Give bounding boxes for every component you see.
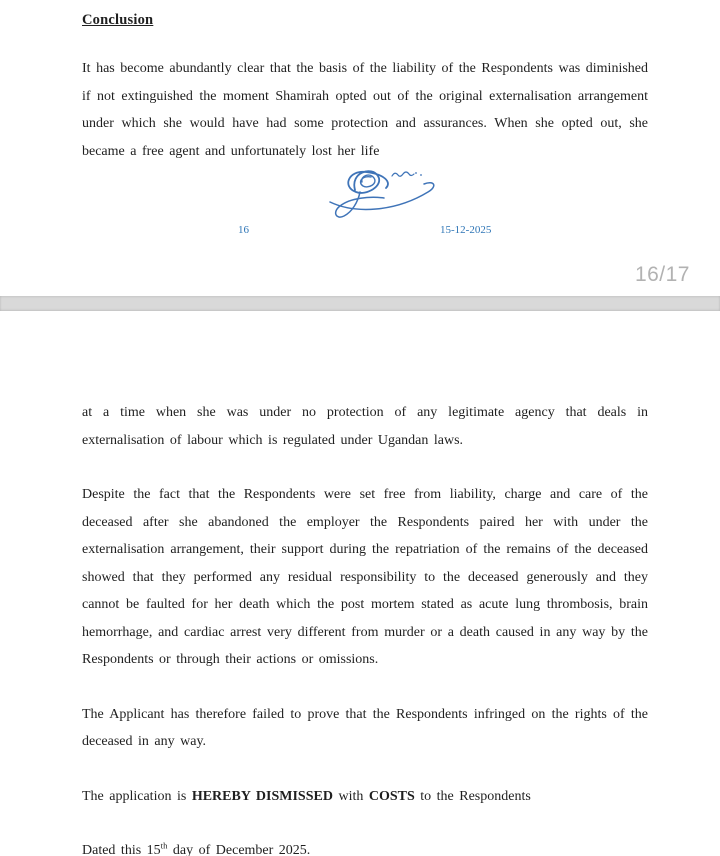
page-17 <box>0 311 720 856</box>
application-line-bold-costs: COSTS <box>368 788 415 804</box>
dated-line-part2: day of December 2025. <box>167 843 311 856</box>
paragraph-conclusion: It has become abundantly clear that the basis of the liability of the Respondents was diminished if not extinguished the moment Shamirah opted out of the original externalisation arrangement under which she would have had some protection and assurances. When she opted out, she became a free agent and unfortunately lost her life <box>82 61 648 159</box>
application-line-bold-dismissed: HEREBY DISMISSED <box>191 788 333 804</box>
application-dismissed-line <box>82 783 648 811</box>
page-separator <box>0 296 720 311</box>
section-heading-conclusion: Conclusion <box>82 12 154 28</box>
dated-line-ordinal: th <box>160 840 168 851</box>
dated-line <box>82 837 648 856</box>
paragraph-applicant-failed: The Applicant has therefore failed to prove that the Respondents infringed on the rights of the deceased in any way. <box>82 706 648 749</box>
application-line-part2: with <box>332 788 369 804</box>
paragraph-respondents-freed: Despite the fact that the Respondents were set free from liability, charge and care of the deceased after she abandoned the employer the Respondents paired her with under the externalisation arrangement, their support during the repatriation of the remains of the deceased showed that they performed any residual responsibility to the deceased generously and they cannot be faulted for her death which the post mortem stated as acute lung thrombosis, brain hemorrhage, and cardiac arrest very different from murder or a death caused in any way by the Respondents or through their actions or omissions. <box>82 487 648 667</box>
page-16 <box>0 0 720 296</box>
signature <box>300 162 450 222</box>
page-footer <box>0 224 720 240</box>
footer-date: 15-12-2025 <box>440 224 492 236</box>
dated-line-part1: Dated this 15 <box>82 843 161 856</box>
footer-page-number: 16 <box>238 224 249 236</box>
page-indicator: 16/17 <box>634 263 690 286</box>
paragraph-protection: at a time when she was under no protection of any legitimate agency that deals in externalisation of labour which is regulated under Ugandan laws. <box>82 405 648 448</box>
application-line-part1: The application is <box>82 788 192 804</box>
application-line-part3: to the Respondents <box>414 788 531 804</box>
signature-icon <box>300 162 450 222</box>
